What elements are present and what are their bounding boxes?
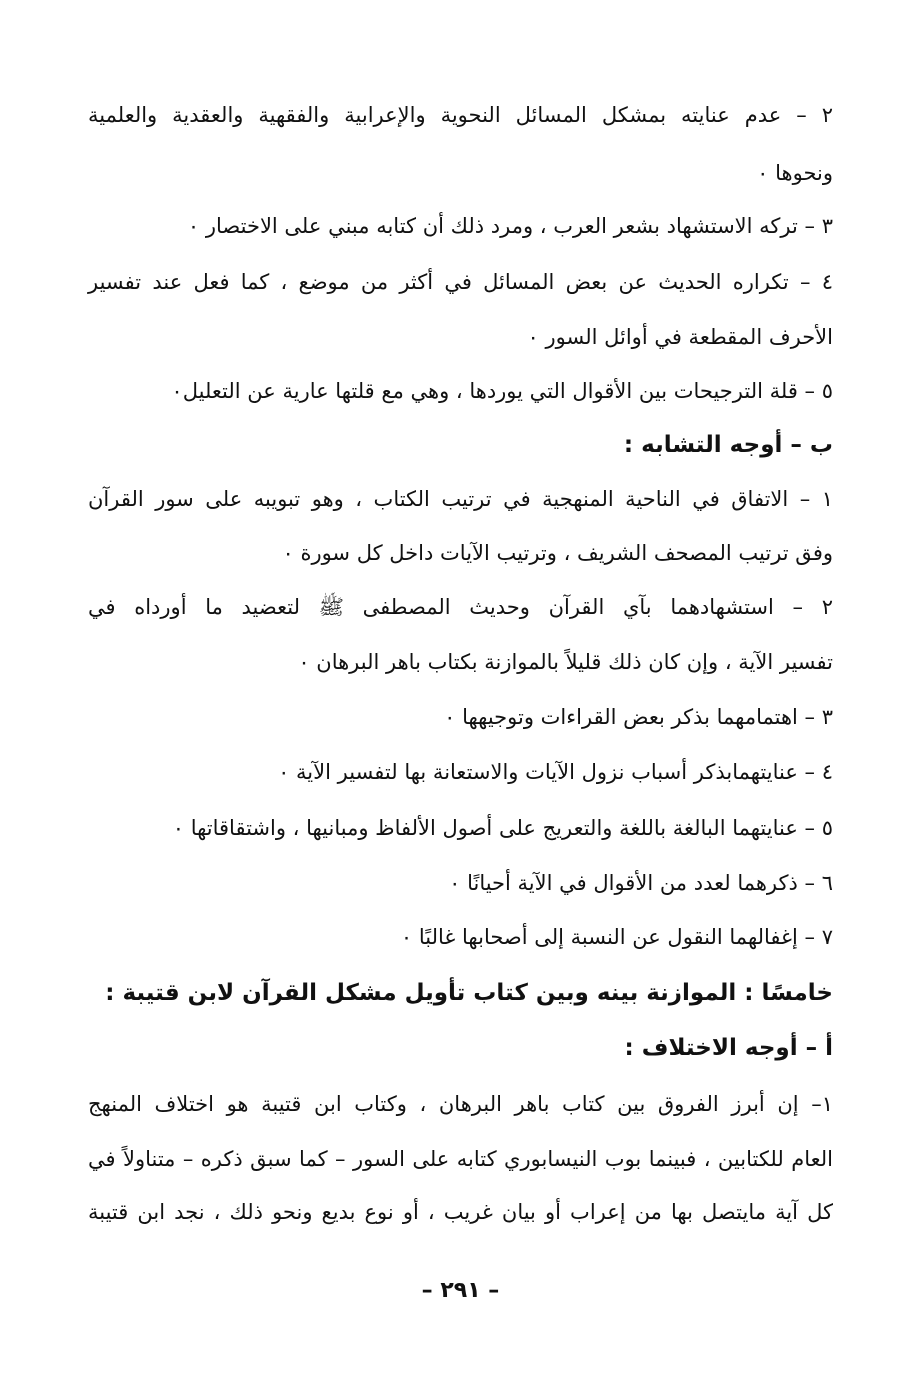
difference-1-line-2: العام للكتابين ، فبينما بوب النيسابوري كتابه على السور – كما سبق ذكره – متناولاً في — [88, 1147, 833, 1171]
similarity-2-line-1: ٢ – استشهادهما بآي القرآن وحديث المصطفى ﷺ لتعضيد ما أورداه في — [88, 595, 833, 619]
subheading-differences: أ – أوجه الاختلاف : — [624, 1035, 833, 1061]
difference-1-line-3: كل آية مايتصل بها من إعراب أو بيان غريب ، أو نوع بديع ونحو ذلك ، نجد ابن قتيبة — [88, 1200, 833, 1224]
point-4-line-2: الأحرف المقطعة في أوائل السور ٠ — [527, 325, 833, 349]
subheading-similarities: ب – أوجه التشابه : — [623, 432, 833, 458]
page-number: – ٢٩١ – — [421, 1278, 500, 1303]
difference-1-line-1: ١– إن أبرز الفروق بين كتاب باهر البرهان ، وكتاب ابن قتيبة هو اختلاف المنهج — [88, 1092, 833, 1116]
similarity-5-line: ٥ – عنايتهما البالغة باللغة والتعريج على أصول الألفاظ ومبانيها ، واشتقاقاتها ٠ — [172, 816, 833, 840]
similarity-4-line: ٤ – عنايتهمابذكر أسباب نزول الآيات والاستعانة بها لتفسير الآية ٠ — [278, 760, 833, 784]
similarity-7-line: ٧ – إغفالهما النقول عن النسبة إلى أصحابها غالبًا ٠ — [400, 925, 833, 949]
point-5-line: ٥ – قلة الترجيحات بين الأقوال التي يوردها ، وهي مع قلتها عارية عن التعليل٠ — [171, 379, 833, 403]
similarity-1-line-2: وفق ترتيب المصحف الشريف ، وترتيب الآيات داخل كل سورة ٠ — [282, 541, 833, 565]
similarity-1-line-1: ١ – الاتفاق في الناحية المنهجية في ترتيب الكتاب ، وهو تبويبه على سور القرآن — [88, 487, 833, 511]
point-3-line: ٣ – تركه الاستشهاد بشعر العرب ، ومرد ذلك أن كتابه مبني على الاختصار ٠ — [187, 214, 833, 238]
similarity-6-line: ٦ – ذكرهما لعدد من الأقوال في الآية أحيانًا ٠ — [449, 871, 833, 895]
similarity-2-line-2: تفسير الآية ، وإن كان ذلك قليلاً بالموازنة بكتاب باهر البرهان ٠ — [298, 650, 833, 674]
section-heading-fifth: خامسًا : الموازنة بينه وبين كتاب تأويل مشكل القرآن لابن قتيبة : — [105, 980, 833, 1006]
point-2-line-1: ٢ – عدم عنايته بمشكل المسائل النحوية والإعرابية والفقهية والعقدية والعلمية — [88, 103, 833, 127]
similarity-3-line: ٣ – اهتمامهما بذكر بعض القراءات وتوجيهها ٠ — [444, 705, 833, 729]
point-4-line-1: ٤ – تكراره الحديث عن بعض المسائل في أكثر من موضع ، كما فعل عند تفسير — [88, 270, 833, 294]
point-2-line-2: ونحوها ٠ — [757, 161, 833, 185]
